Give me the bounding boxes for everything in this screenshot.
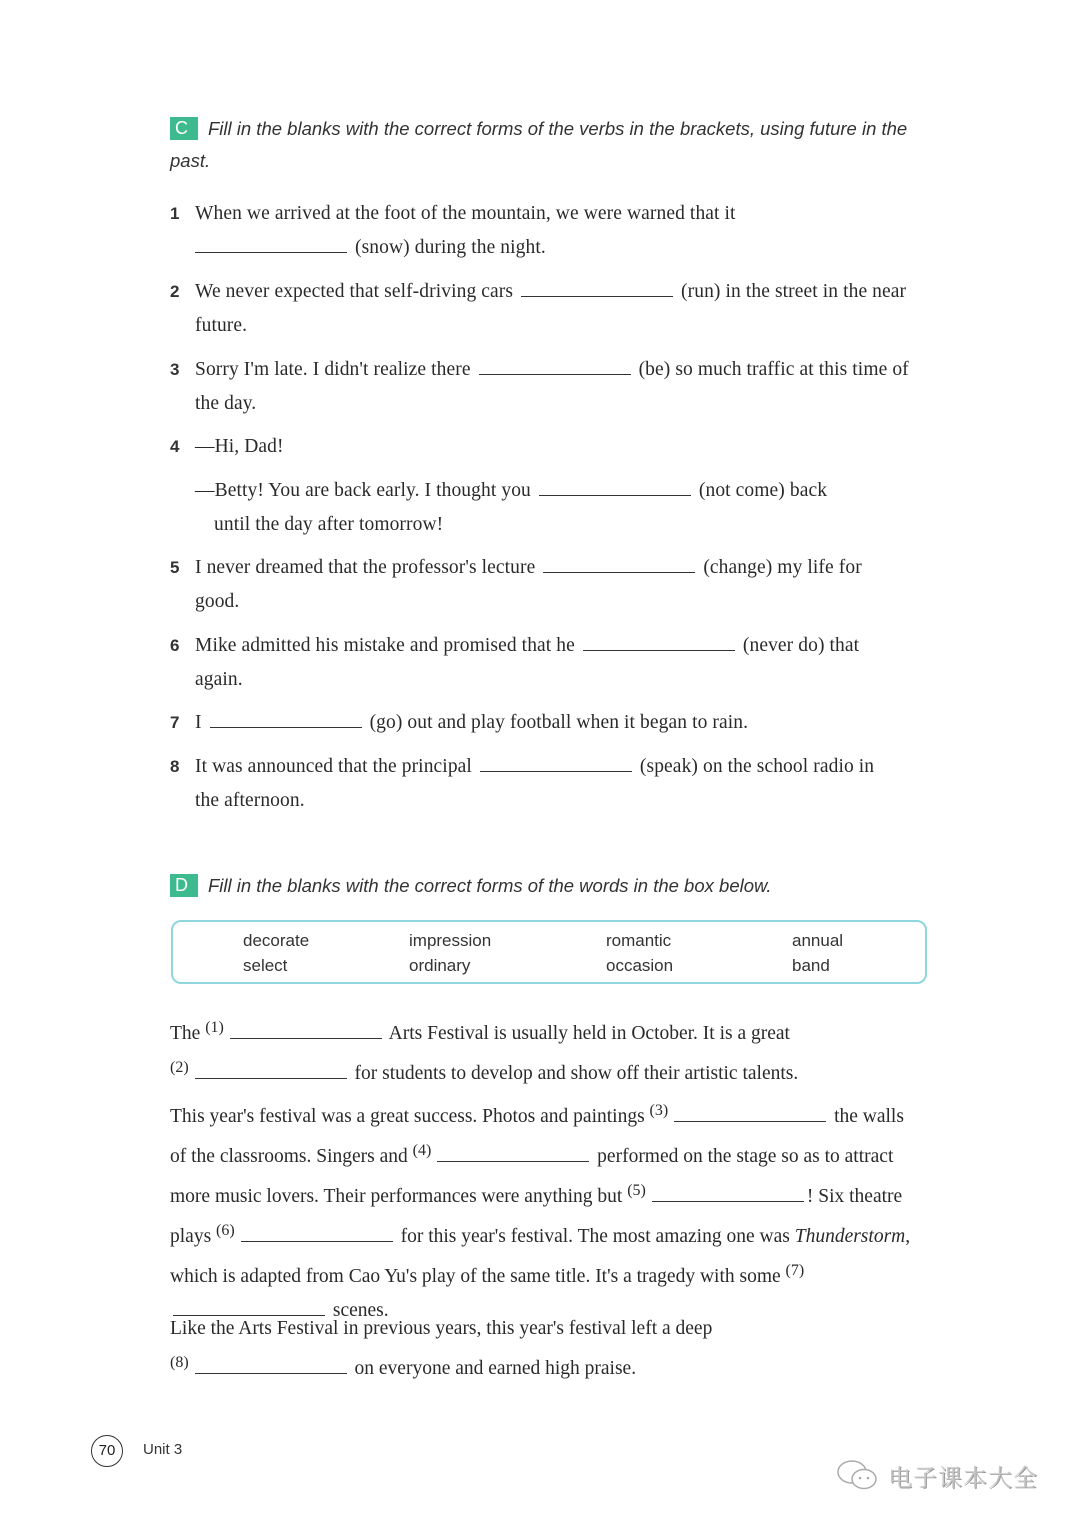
- answer-blank[interactable]: [437, 1141, 589, 1162]
- blank-number: (6): [216, 1222, 235, 1239]
- section-d-badge: D: [170, 874, 198, 897]
- section-d-instruction: [170, 870, 910, 902]
- passage-paragraph-2: [170, 1094, 915, 1328]
- play-title: Thunderstorm: [794, 1226, 906, 1247]
- answer-blank[interactable]: [583, 630, 735, 651]
- answer-blank[interactable]: [543, 552, 695, 573]
- exercise-item-1: [170, 197, 920, 265]
- section-c-instruction: [170, 113, 910, 177]
- answer-blank[interactable]: [210, 707, 362, 728]
- exercise-item-3: [170, 353, 920, 421]
- item-text: When we arrived at the foot of the mountain, we were warned that it: [195, 203, 736, 224]
- section-d-instruction-text: Fill in the blanks with the correct forms of the words in the box below.: [208, 875, 772, 896]
- answer-blank[interactable]: [195, 232, 347, 253]
- word-box-item: select: [243, 956, 288, 975]
- blank-number: (2): [170, 1059, 189, 1076]
- answer-blank[interactable]: [230, 1018, 382, 1039]
- word-box-item: romantic: [606, 931, 672, 950]
- item-text: (not come) back: [698, 480, 828, 501]
- passage-text: on everyone and earned high praise.: [354, 1358, 637, 1379]
- dialogue-line-1: —Hi, Dad!: [195, 436, 284, 457]
- passage-text: performed on the stage so as to attract more music lovers. Their performances were anything but: [170, 1146, 894, 1207]
- word-box: [171, 920, 927, 984]
- dialogue-line-2: —Betty! You are back early. I thought you: [195, 480, 531, 501]
- blank-number: (3): [649, 1102, 669, 1119]
- item-number: 5: [170, 558, 180, 577]
- exercise-item-2: [170, 275, 920, 343]
- passage-text: , which is adapted from Cao Yu's play of the same title. It's a tragedy with some: [170, 1226, 911, 1287]
- answer-blank[interactable]: [195, 1058, 347, 1079]
- passage-text: for this year's festival. The most amazing one was: [400, 1226, 790, 1247]
- item-text: until the day after tomorrow!: [214, 514, 444, 535]
- exercise-item-7: [170, 706, 920, 740]
- passage-text: the walls of the classrooms. Singers and: [170, 1106, 904, 1167]
- passage-text: scenes.: [332, 1300, 389, 1321]
- blank-number: (1): [205, 1019, 224, 1036]
- word-box-item: band: [792, 956, 830, 975]
- word-box-item: decorate: [243, 931, 310, 950]
- section-c-badge: C: [170, 117, 198, 140]
- blank-number: (7): [785, 1262, 805, 1279]
- wechat-icon: [836, 1459, 880, 1493]
- exercise-item-5: [170, 551, 920, 619]
- unit-label: Unit 3: [143, 1441, 183, 1458]
- item-number: 3: [170, 360, 180, 379]
- passage-text: Like the Arts Festival in previous years, this year's festival left a deep: [170, 1318, 713, 1339]
- item-number: 1: [170, 204, 180, 223]
- exercise-item-4: [170, 430, 920, 542]
- answer-blank[interactable]: [479, 354, 631, 375]
- passage-text: for students to develop and show off their artistic talents.: [354, 1063, 799, 1084]
- item-text: (never do) that again.: [195, 635, 860, 690]
- item-text: (speak) on the school radio in the afternoon.: [195, 756, 875, 811]
- answer-blank[interactable]: [521, 276, 673, 297]
- blank-number: (8): [170, 1354, 189, 1371]
- item-number: 7: [170, 713, 180, 732]
- section-c-instruction-text: Fill in the blanks with the correct forms of the verbs in the brackets, using future in the past.: [170, 118, 908, 171]
- passage-paragraph-1: [170, 1011, 870, 1091]
- item-number: 2: [170, 282, 180, 301]
- exercise-item-6: [170, 629, 920, 697]
- blank-number: (5): [627, 1182, 646, 1199]
- passage-text: ! Six theatre plays: [170, 1186, 903, 1247]
- answer-blank[interactable]: [195, 1353, 347, 1374]
- answer-blank[interactable]: [674, 1101, 826, 1122]
- page-number: 70: [91, 1435, 123, 1467]
- item-text: It was announced that the principal: [195, 756, 472, 777]
- answer-blank[interactable]: [652, 1181, 804, 1202]
- word-box-item: annual: [792, 931, 844, 950]
- item-text: (snow) during the night.: [354, 237, 546, 258]
- answer-blank[interactable]: [480, 751, 632, 772]
- item-text: (run) in the street in the near future.: [195, 281, 907, 336]
- answer-blank[interactable]: [539, 475, 691, 496]
- item-text: Sorry I'm late. I didn't realize there: [195, 359, 471, 380]
- passage-text: This year's festival was a great success. Photos and paintings: [170, 1106, 645, 1127]
- answer-blank[interactable]: [241, 1221, 393, 1242]
- item-number: 8: [170, 757, 180, 776]
- item-number: 4: [170, 437, 180, 456]
- passage-text: Arts Festival is usually held in October. It is a great: [388, 1023, 790, 1044]
- exercise-item-8: [170, 750, 920, 818]
- item-text: (be) so much traffic at this time of the day.: [195, 359, 909, 414]
- item-text: (change) my life for good.: [195, 557, 862, 612]
- word-box-item: occasion: [606, 956, 674, 975]
- item-text: We never expected that self-driving cars: [195, 281, 514, 302]
- item-number: 6: [170, 636, 180, 655]
- item-text: I: [195, 712, 202, 733]
- passage-text: The: [170, 1023, 201, 1044]
- watermark: [836, 1458, 1038, 1493]
- passage-paragraph-3: [170, 1312, 870, 1386]
- word-box-item: ordinary: [409, 956, 471, 975]
- word-box-item: impression: [409, 931, 492, 950]
- watermark-text: 电子课本大全: [888, 1464, 1038, 1492]
- item-text: I never dreamed that the professor's lecture: [195, 557, 536, 578]
- blank-number: (4): [412, 1142, 432, 1159]
- item-text: Mike admitted his mistake and promised that he: [195, 635, 575, 656]
- item-text: (go) out and play football when it began to rain.: [369, 712, 749, 733]
